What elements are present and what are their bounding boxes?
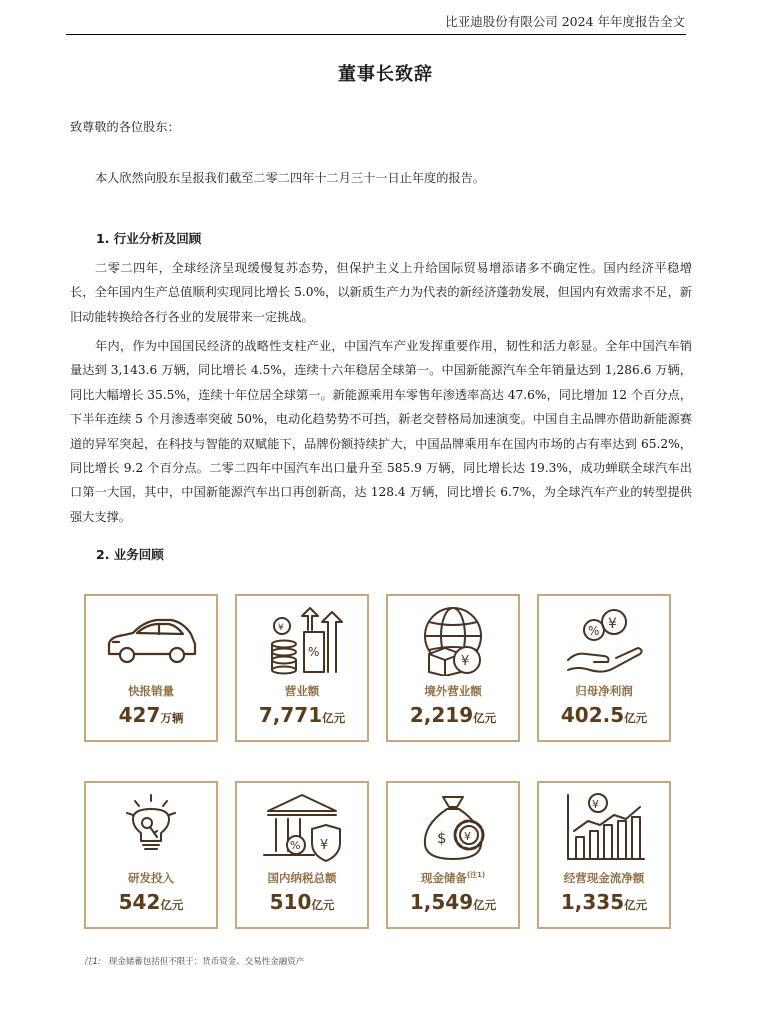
highlight-label: 现金储备$^{(注1)}$ [420,871,486,885]
lightbulb-key-icon [101,791,201,863]
svg-text:$: $ [437,829,447,847]
intro-paragraph: 本人欣然向股东呈报我们截至二零二四年十二月三十一日止年度的报告。 [95,171,485,185]
highlight-value: 7,771亿元 [258,703,346,727]
svg-text:¥: ¥ [278,623,284,633]
svg-text:¥: ¥ [320,838,329,853]
svg-text:%: % [308,645,320,659]
revenue-growth-icon [252,604,352,676]
bar-chart-coin-icon [554,791,654,863]
svg-text:%: % [290,839,301,852]
header-divider [66,34,686,35]
highlight-card-net-profit [537,594,671,742]
highlight-card-revenue [235,594,369,742]
highlight-label: 营业额 [284,684,320,698]
footnote-text: 现金储蓄包括但不限于：货币资金、交易性金融资产 [108,957,305,967]
money-bag-gear-icon [403,791,503,863]
footnote-reference: (注1) [466,871,486,880]
highlight-label: 国内纳税总额 [267,871,337,885]
highlight-value: 1,335亿元 [560,890,648,914]
car-icon [101,604,201,676]
section-1-heading: 1. 行业分析及回顾 [96,231,202,246]
svg-text:%: % [588,624,600,638]
svg-text:¥: ¥ [608,616,617,632]
building-tax-icon [252,791,352,863]
footnote-mark: 注1: [84,957,101,967]
highlight-card-tax [235,781,369,929]
highlight-label: 归母净利润 [575,684,633,698]
highlight-card-sales [84,594,218,742]
svg-text:¥: ¥ [464,830,471,843]
highlight-value: 427万辆 [118,703,184,727]
running-header: 比亚迪股份有限公司 2024 年年度报告全文 [445,14,685,29]
section-1-paragraph-1: 二零二四年，全球经济呈现缓慢复苏态势，但保护主义上升给国际贸易增添诸多不确定性。国内经济平稳增长，全年国内生产总值顺利实现同比增长 5.0%，以新质生产力为代表的新经济蓬勃发展，但国内有效需求不足，新旧动能转换给各行各业的发展带来一定挑战。 [70,261,692,324]
globe-box-icon [403,604,503,676]
highlight-value: 542亿元 [118,890,184,914]
footnote [84,955,304,967]
highlight-value: 1,549亿元 [409,890,497,914]
section-1-paragraph-2: 年内，作为中国国民经济的战略性支柱产业，中国汽车产业发挥重要作用，韧性和活力彰显。全年中国汽车销量达到 3,143.6 万辆，同比增长 4.5%，连续十六年稳居全球第一。中国新能源汽车全年销量达到 1,286.6 万辆，同比大幅增长 35.5%，连续十年位居全球第一。新能源乘用车零售年渗透率高达 47.6%，同比增加 12 个百分点，下半年连续 5 个月渗透率突破 50%，电动化趋势势不可挡，新老交替格局加速演变。中国自主品牌亦借助新能源赛道的异军突起，在科技与智能的双赋能下，品牌份额持续扩大，中国品牌乘用车在国内市场的占有率达到 65.2%，同比增长 9.2 个百分点。二零二四年中国汽车出口量升至 585.9 万辆，同比增长达 19.3%，成功蝉联全球汽车出口第一大国，其中，中国新能源汽车出口再创新高，达 128.4 万辆，同比增长 6.7%，为全球汽车产业的转型提供强大支撑。 [70,339,692,524]
salutation: 致尊敬的各位股东： [70,120,180,134]
highlight-card-rnd [84,781,218,929]
svg-text:¥: ¥ [592,798,599,811]
highlight-card-operating-cash-flow [537,781,671,929]
section-2-heading: 2. 业务回顾 [96,547,164,562]
hand-coin-icon [554,604,654,676]
page-title: 董事长致辞 [338,64,433,85]
highlight-card-cash-reserve [386,781,520,929]
highlight-value: 510亿元 [269,890,335,914]
highlight-card-overseas-revenue [386,594,520,742]
highlight-value: 2,219亿元 [409,703,497,727]
svg-text:¥: ¥ [461,654,470,669]
highlight-label: 境外营业额 [424,684,482,698]
highlight-label: 经营现金流净额 [563,871,645,885]
highlight-value: 402.5亿元 [560,703,648,727]
highlight-label: 研发投入 [128,871,174,885]
highlight-label: 快报销量 [128,684,174,698]
